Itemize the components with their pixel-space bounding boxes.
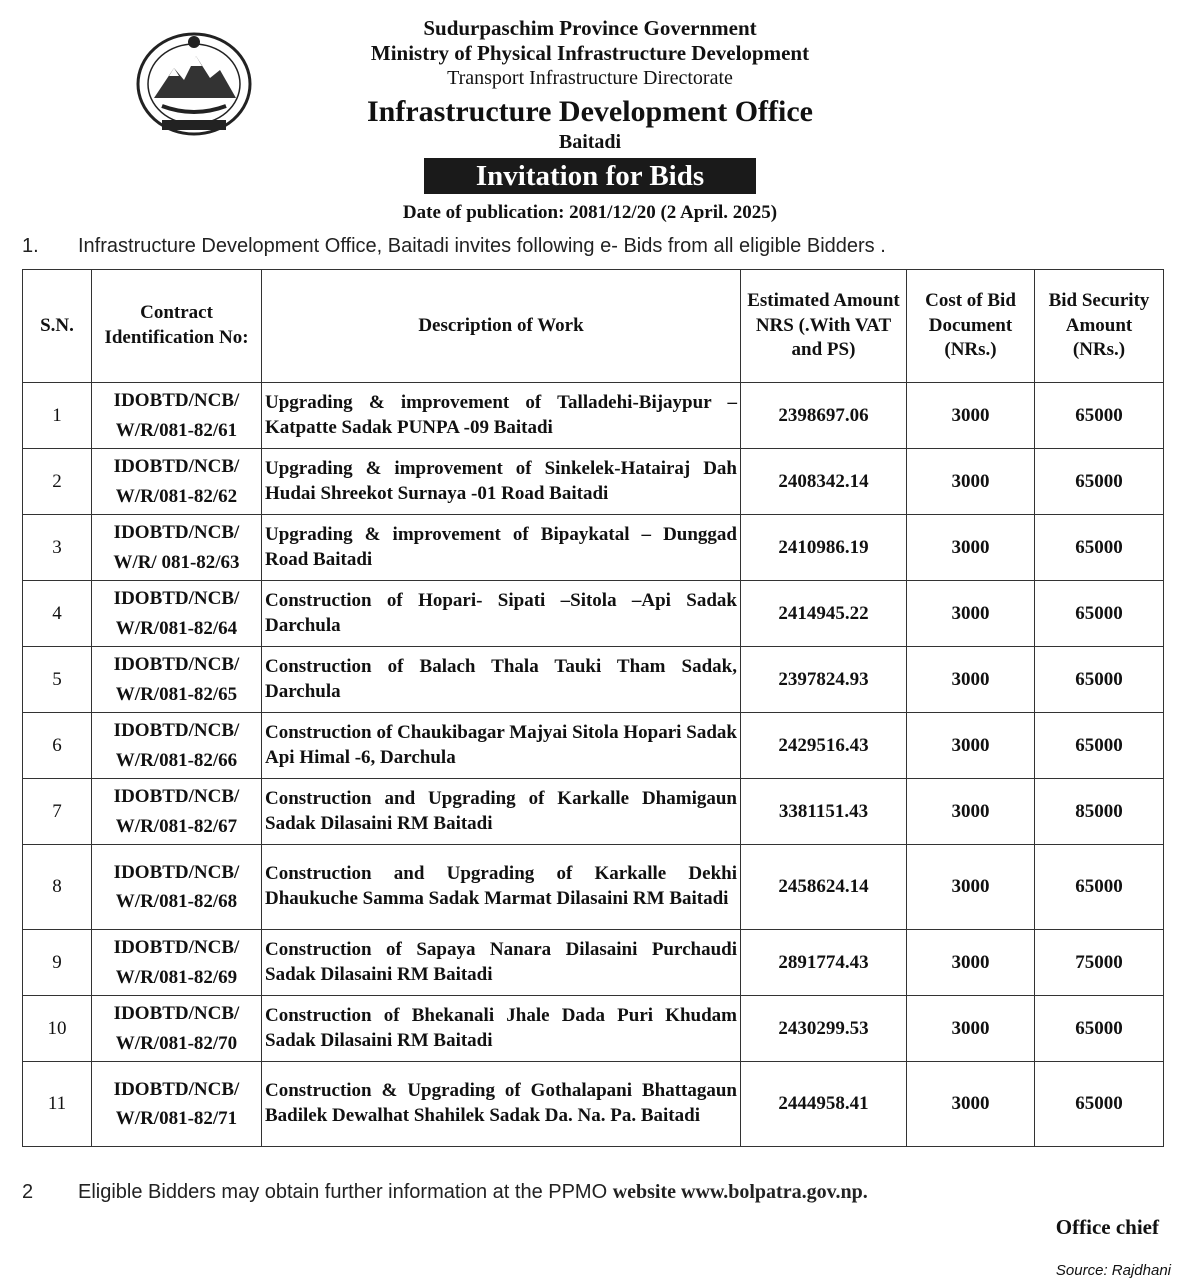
row-contract-id — [92, 647, 262, 713]
table-row — [23, 713, 1164, 779]
contract-id-part1: IDOBTD/NCB/ — [113, 522, 240, 544]
row-bid-document-cost: 3000 — [907, 779, 1035, 845]
notice-title: Invitation for Bids — [424, 158, 756, 194]
row-estimated-amount: 2397824.93 — [741, 647, 907, 713]
source-credit: Source: Rajdhani — [1055, 1262, 1171, 1279]
row-bid-document-cost: 3000 — [907, 1062, 1035, 1147]
row-contract-id — [92, 383, 262, 449]
row-bid-security: 65000 — [1035, 647, 1164, 713]
contract-id-part1: IDOBTD/NCB/ — [113, 654, 240, 676]
row-contract-id — [92, 515, 262, 581]
contract-id-part1: IDOBTD/NCB/ — [113, 1078, 240, 1100]
row-bid-security: 65000 — [1035, 996, 1164, 1062]
contract-id-part2: W/R/081-82/66 — [115, 749, 238, 771]
row-estimated-amount: 2444958.41 — [741, 1062, 907, 1147]
row-bid-security: 65000 — [1035, 713, 1164, 779]
header-contract-id: Contract Identification No: — [92, 270, 262, 383]
header-estimated-amount: Estimated Amount NRS (.With VAT and PS) — [741, 270, 907, 383]
row-sn: 5 — [23, 647, 92, 713]
contract-id-part2: W/R/081-82/67 — [115, 815, 238, 837]
header-sn: S.N. — [23, 270, 92, 383]
row-sn: 7 — [23, 779, 92, 845]
table-row — [23, 647, 1164, 713]
row-description: Upgrading & improvement of Talladehi-Bijaypur – Katpatte Sadak PUNPA -09 Baitadi — [262, 383, 741, 449]
row-description: Upgrading & improvement of Bipaykatal – Dunggad Road Baitadi — [262, 515, 741, 581]
footer-number: 2 — [22, 1181, 34, 1203]
row-bid-security: 85000 — [1035, 779, 1164, 845]
contract-id-part2: W/R/081-82/68 — [115, 891, 238, 912]
header-bid-document-cost: Cost of Bid Document (NRs.) — [907, 270, 1035, 383]
table-row — [23, 515, 1164, 581]
row-bid-security: 65000 — [1035, 449, 1164, 515]
contract-id-part1: IDOBTD/NCB/ — [113, 456, 240, 478]
header-bid-security: Bid Security Amount (NRs.) — [1035, 270, 1164, 383]
contract-id-part2: W/R/081-82/64 — [115, 617, 238, 639]
row-estimated-amount: 2430299.53 — [741, 996, 907, 1062]
table-row — [23, 1062, 1164, 1147]
row-estimated-amount: 2398697.06 — [741, 383, 907, 449]
row-bid-security: 65000 — [1035, 515, 1164, 581]
contract-id-part2: W/R/ 081-82/63 — [113, 551, 240, 573]
table-row — [23, 996, 1164, 1062]
contract-id-part1: IDOBTD/NCB/ — [113, 720, 240, 742]
office-name: Infrastructure Development Office — [367, 95, 813, 129]
contract-id-part1: IDOBTD/NCB/ — [113, 861, 240, 883]
row-bid-document-cost: 3000 — [907, 383, 1035, 449]
row-bid-document-cost: 3000 — [907, 930, 1035, 996]
row-contract-id — [92, 449, 262, 515]
row-estimated-amount: 3381151.43 — [741, 779, 907, 845]
contract-id-part2: W/R/081-82/62 — [115, 485, 238, 507]
row-estimated-amount: 2414945.22 — [741, 581, 907, 647]
footer-website: website www.bolpatra.gov.np. — [612, 1181, 868, 1203]
row-bid-security: 65000 — [1035, 1062, 1164, 1147]
row-bid-document-cost: 3000 — [907, 996, 1035, 1062]
row-bid-security: 65000 — [1035, 383, 1164, 449]
bids-table — [22, 269, 1164, 1147]
row-contract-id — [92, 996, 262, 1062]
table-row — [23, 581, 1164, 647]
row-bid-document-cost: 3000 — [907, 845, 1035, 930]
contract-id-part2: W/R/081-82/65 — [115, 683, 238, 705]
footer-note — [22, 1181, 868, 1204]
row-description: Construction & Upgrading of Gothalapani Bhattagaun Badilek Dewalhat Shahilek Sadak Da. Na. Pa. Baitadi — [262, 1062, 741, 1147]
nepal-emblem-icon — [132, 28, 256, 138]
row-sn: 6 — [23, 713, 92, 779]
table-row — [23, 779, 1164, 845]
intro-text: Infrastructure Development Office, Baitadi invites following e- Bids from all eligible Bidders . — [78, 235, 886, 257]
ministry-name: Ministry of Physical Infrastructure Development — [370, 41, 810, 66]
row-contract-id — [92, 581, 262, 647]
table-row — [23, 845, 1164, 930]
row-sn: 10 — [23, 996, 92, 1062]
row-description: Upgrading & improvement of Sinkelek-Hatairaj Dah Hudai Shreekot Surnaya -01 Road Baitadi — [262, 449, 741, 515]
office-location: Baitadi — [558, 131, 622, 154]
contract-id-part1: IDOBTD/NCB/ — [113, 786, 240, 808]
intro-paragraph — [22, 235, 886, 258]
row-description: Construction and Upgrading of Karkalle Dekhi Dhaukuche Samma Sadak Marmat Dilasaini RM Baitadi — [262, 845, 741, 930]
table-header-row — [23, 270, 1164, 383]
row-bid-document-cost: 3000 — [907, 647, 1035, 713]
intro-number: 1. — [22, 235, 39, 257]
row-description: Construction of Hopari- Sipati –Sitola –Api Sadak Darchula — [262, 581, 741, 647]
row-contract-id — [92, 930, 262, 996]
table-row — [23, 930, 1164, 996]
contract-id-part1: IDOBTD/NCB/ — [113, 588, 240, 610]
row-estimated-amount: 2891774.43 — [741, 930, 907, 996]
contract-id-part1: IDOBTD/NCB/ — [113, 1003, 240, 1025]
row-description: Construction of Sapaya Nanara Dilasaini Purchaudi Sadak Dilasaini RM Baitadi — [262, 930, 741, 996]
contract-id-part1: IDOBTD/NCB/ — [113, 937, 240, 959]
row-bid-security: 65000 — [1035, 845, 1164, 930]
row-sn: 2 — [23, 449, 92, 515]
row-bid-document-cost: 3000 — [907, 581, 1035, 647]
row-sn: 3 — [23, 515, 92, 581]
row-bid-document-cost: 3000 — [907, 713, 1035, 779]
contract-id-part1: IDOBTD/NCB/ — [113, 390, 240, 412]
row-contract-id — [92, 779, 262, 845]
province-name: Sudurpaschim Province Government — [423, 16, 757, 40]
row-contract-id — [92, 1062, 262, 1147]
row-sn: 1 — [23, 383, 92, 449]
directorate-name: Transport Infrastructure Directorate — [447, 67, 733, 90]
row-estimated-amount: 2429516.43 — [741, 713, 907, 779]
table-row — [23, 449, 1164, 515]
row-description: Construction of Balach Thala Tauki Tham Sadak, Darchula — [262, 647, 741, 713]
table-row — [23, 383, 1164, 449]
contract-id-part2: W/R/081-82/71 — [115, 1108, 238, 1129]
row-description: Construction of Chaukibagar Majyai Sitola Hopari Sadak Api Himal -6, Darchula — [262, 713, 741, 779]
row-estimated-amount: 2408342.14 — [741, 449, 907, 515]
row-description: Construction and Upgrading of Karkalle Dhamigaun Sadak Dilasaini RM Baitadi — [262, 779, 741, 845]
signature: Office chief — [1055, 1215, 1159, 1239]
footer-text: Eligible Bidders may obtain further information at the PPMO — [78, 1181, 608, 1203]
row-description: Construction of Bhekanali Jhale Dada Puri Khudam Sadak Dilasaini RM Baitadi — [262, 996, 741, 1062]
row-bid-document-cost: 3000 — [907, 515, 1035, 581]
contract-id-part2: W/R/081-82/61 — [115, 419, 238, 441]
row-bid-security: 75000 — [1035, 930, 1164, 996]
contract-id-part2: W/R/081-82/69 — [115, 966, 238, 988]
row-sn: 9 — [23, 930, 92, 996]
row-bid-security: 65000 — [1035, 581, 1164, 647]
header — [290, 16, 890, 154]
row-sn: 11 — [23, 1062, 92, 1147]
publication-date: Date of publication: 2081/12/20 (2 April. 2025) — [402, 202, 778, 223]
row-sn: 8 — [23, 845, 92, 930]
row-estimated-amount: 2410986.19 — [741, 515, 907, 581]
row-estimated-amount: 2458624.14 — [741, 845, 907, 930]
row-bid-document-cost: 3000 — [907, 449, 1035, 515]
header-description: Description of Work — [262, 270, 741, 383]
contract-id-part2: W/R/081-82/70 — [115, 1032, 238, 1054]
row-contract-id — [92, 713, 262, 779]
row-contract-id — [92, 845, 262, 930]
row-sn: 4 — [23, 581, 92, 647]
